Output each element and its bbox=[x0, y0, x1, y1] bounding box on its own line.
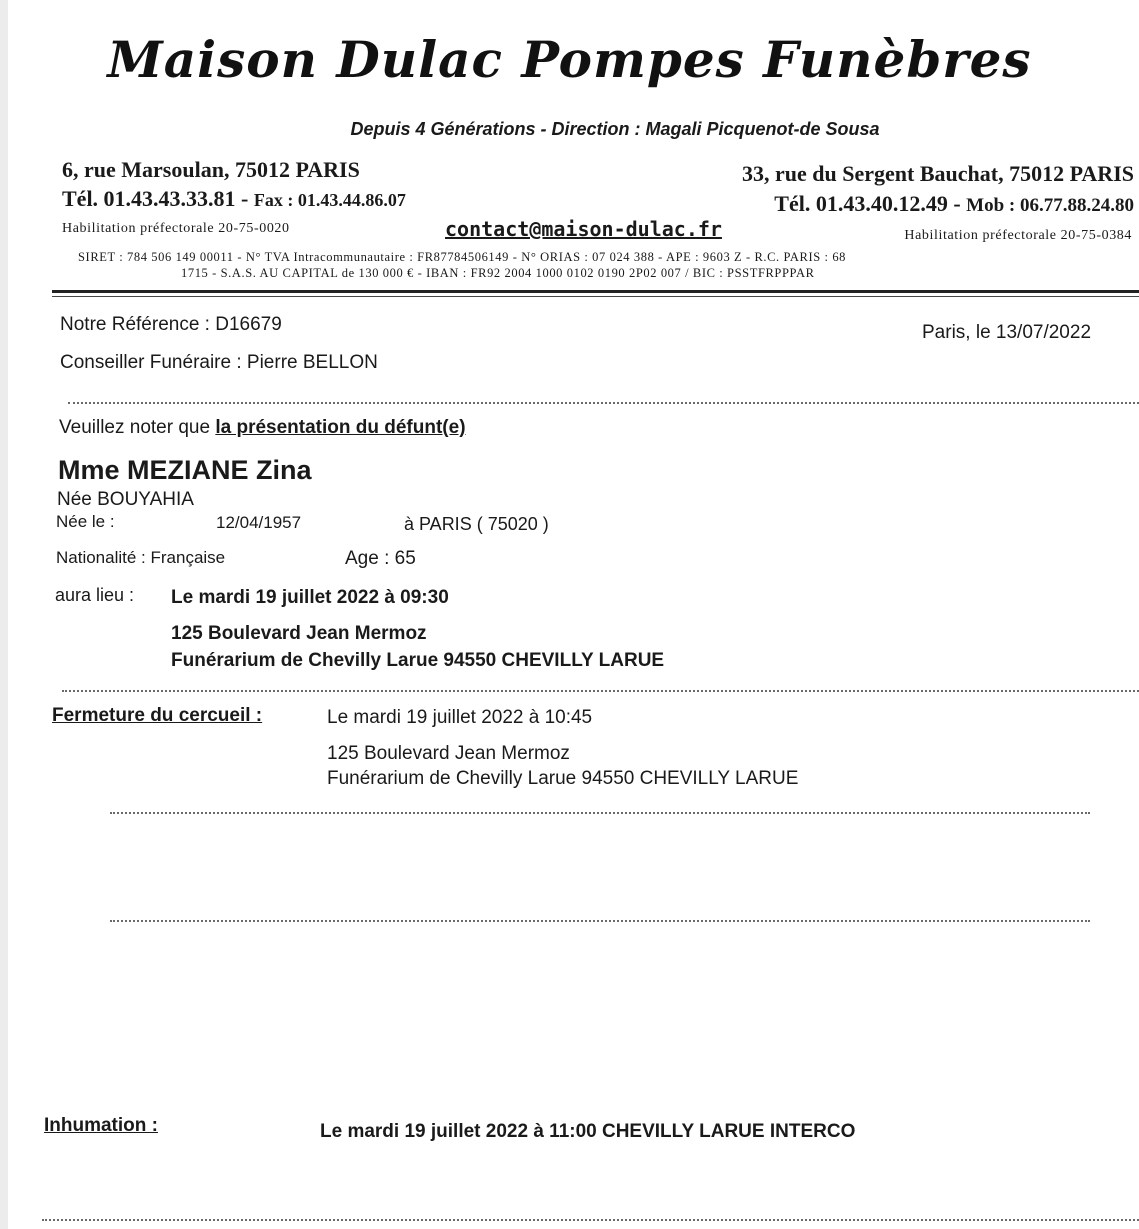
left-office-fax: Fax : 01.43.44.86.07 bbox=[253, 190, 406, 210]
dotted-separator bbox=[42, 1219, 1139, 1221]
dotted-separator bbox=[68, 402, 1139, 404]
company-subtitle: Depuis 4 Générations - Direction : Magali Picquenot-de Sousa bbox=[350, 119, 880, 139]
header-divider-thick bbox=[52, 290, 1139, 293]
born-label: Née le : bbox=[56, 512, 115, 531]
closure-address-line2: Funérarium de Chevilly Larue 94550 CHEVILLY LARUE bbox=[327, 768, 799, 789]
presentation-address-line2: Funérarium de Chevilly Larue 94550 CHEVILLY LARUE bbox=[171, 650, 665, 671]
right-office-mob: Mob : 06.77.88.24.80 bbox=[966, 195, 1134, 216]
presentation-address-line1: 125 Boulevard Jean Mermoz bbox=[171, 623, 427, 644]
scan-edge bbox=[0, 0, 8, 1229]
nationality: Nationalité : Française bbox=[56, 548, 226, 567]
maiden-name: Née BOUYAHIA bbox=[57, 489, 194, 510]
legal-info-line-1: SIRET : 784 506 149 00011 - N° TVA Intracommunautaire : FR87784506149 - N° ORIAS : 07 024 388 - APE : 9603 Z - R.C. PARIS : 68 bbox=[78, 250, 847, 264]
reference-number: Notre Référence : D16679 bbox=[60, 314, 282, 335]
dotted-separator bbox=[110, 812, 1090, 814]
left-office-habilitation: Habilitation préfectorale 20-75-0020 bbox=[62, 221, 290, 236]
burial-details: Le mardi 19 juillet 2022 à 11:00 CHEVILLY LARUE INTERCO bbox=[320, 1121, 856, 1142]
dotted-separator bbox=[62, 690, 1139, 692]
right-office-habilitation: Habilitation préfectorale 20-75-0384 bbox=[904, 228, 1132, 243]
funeral-advisor: Conseiller Funéraire : Pierre BELLON bbox=[60, 352, 378, 373]
right-office-tel: Tél. 01.43.40.12.49 - bbox=[774, 191, 961, 216]
burial-label: Inhumation : bbox=[44, 1115, 158, 1136]
dotted-separator bbox=[110, 920, 1090, 922]
notice-prefix: Veuillez noter que bbox=[59, 417, 211, 438]
notice-subject: la présentation du défunt(e) bbox=[215, 417, 466, 438]
document-date: Paris, le 13/07/2022 bbox=[922, 322, 1092, 343]
contact-email-link[interactable]: contact@maison-dulac.fr bbox=[445, 217, 722, 241]
right-office-contact bbox=[774, 191, 1134, 217]
company-logo: Maison Dulac Pompes Funèbres bbox=[107, 30, 1032, 89]
deceased-name: Mme MEZIANE Zina bbox=[58, 455, 312, 485]
closure-address-line1: 125 Boulevard Jean Mermoz bbox=[327, 743, 570, 764]
right-office-address: 33, rue du Sergent Bauchat, 75012 PARIS bbox=[742, 161, 1134, 186]
left-office-address: 6, rue Marsoulan, 75012 PARIS bbox=[62, 157, 360, 182]
notice-line bbox=[59, 417, 466, 439]
left-office-tel: Tél. 01.43.43.33.81 - bbox=[62, 186, 249, 211]
left-office-contact bbox=[62, 186, 406, 212]
presentation-label: aura lieu : bbox=[55, 585, 135, 605]
age: Age : 65 bbox=[345, 548, 416, 569]
closure-datetime: Le mardi 19 juillet 2022 à 10:45 bbox=[327, 707, 593, 728]
born-place: à PARIS ( 75020 ) bbox=[404, 514, 549, 534]
born-date: 12/04/1957 bbox=[216, 513, 302, 532]
closure-label: Fermeture du cercueil : bbox=[52, 705, 263, 726]
header-divider-thin bbox=[52, 296, 1139, 297]
presentation-datetime: Le mardi 19 juillet 2022 à 09:30 bbox=[171, 587, 449, 608]
legal-info-line-2: 1715 - S.A.S. AU CAPITAL de 130 000 € - IBAN : FR92 2004 1000 0102 0190 2P02 007 / BIC : PSSTFRPPPAR bbox=[181, 266, 815, 280]
